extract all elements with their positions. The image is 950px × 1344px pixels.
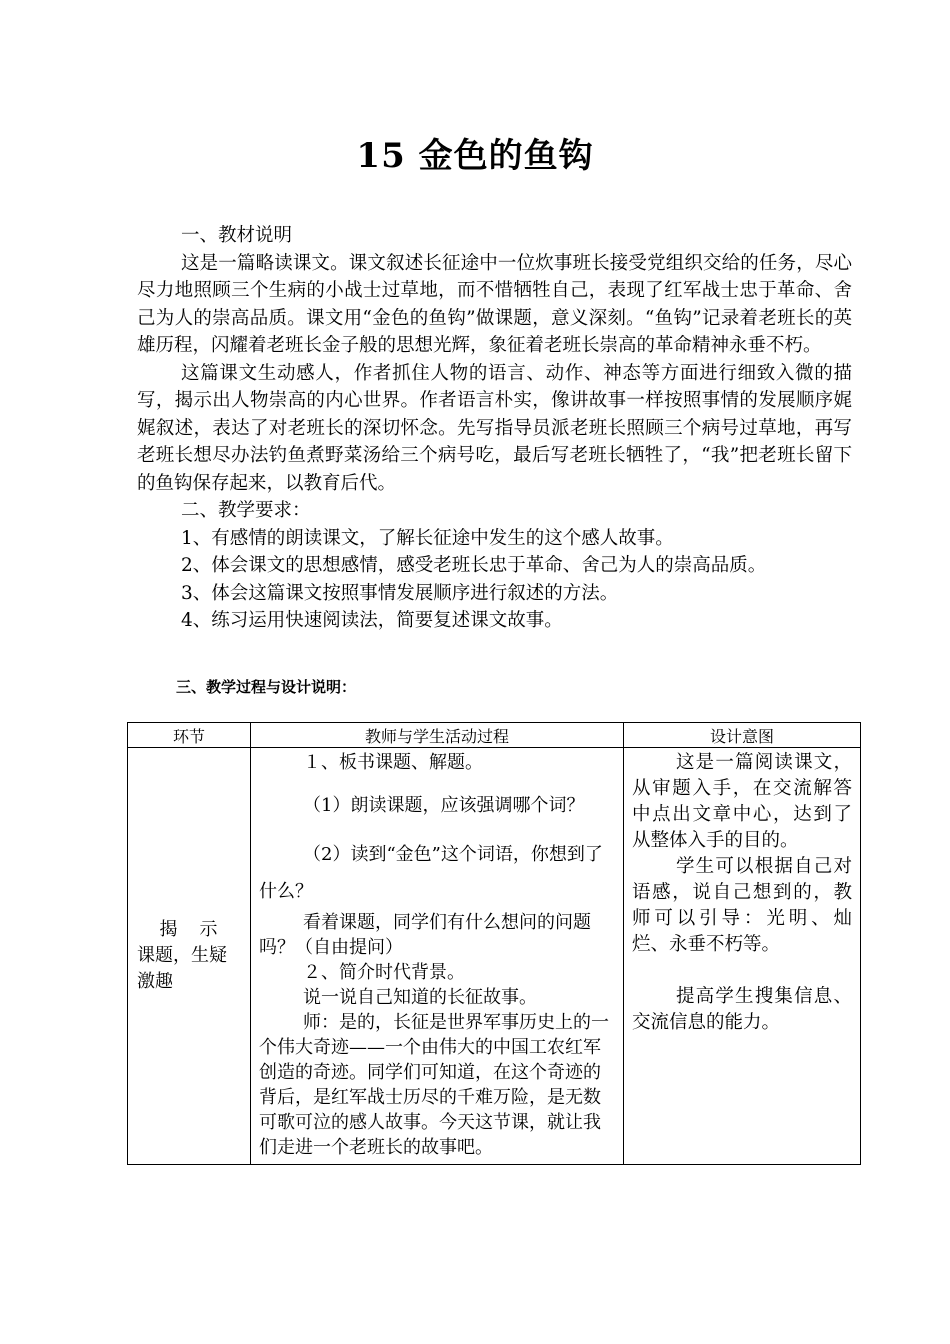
intent-paragraph: 提高学生搜集信息、交流信息的能力。 [632, 986, 852, 1033]
process-line: 看着课题，同学们有什么想问的问题吗？（自由提问） [259, 912, 591, 958]
stage-label-line2: 课题，生疑激趣 [137, 945, 227, 992]
intent-paragraph: 学生可以根据自己对语感，说自己想到的，教师可以引导：光明、灿烂、永垂不朽等。 [632, 856, 852, 955]
intent-paragraph: 这是一篇阅读课文，从审题入手，在交流解答中点出文章中心，达到了从整体入手的目的。 [632, 752, 852, 851]
table-header-row [128, 723, 861, 748]
header-process: 教师与学生活动过程 [251, 723, 624, 748]
intent-cell [624, 748, 861, 1165]
header-stage: 环节 [128, 723, 251, 748]
process-cell [251, 748, 624, 1165]
header-intent: 设计意图 [624, 723, 861, 748]
section1-paragraph-2: 这篇课文生动感人，作者抓住人物的语言、动作、神态等方面进行细致入微的描写，揭示出人物崇高的内心世界。作者语言朴实，像讲故事一样按照事情的发展顺序娓娓叙述，表达了对老班长的深切怀念。先写指导员派老班长照顾三个病号过草地，再写老班长想尽办法钓鱼煮野菜汤给三个病号吃，最后写老班长牺牲了，“我”把老班长留下的鱼钩保存起来，以教育后代。 [137, 362, 852, 494]
requirement-item: 2、体会课文的思想感情，感受老班长忠于革命、舍己为人的崇高品质。 [181, 555, 767, 576]
requirement-item: 3、体会这篇课文按照事情发展顺序进行叙述的方法。 [181, 582, 619, 604]
process-line: １、板书课题、解题。 [303, 752, 483, 773]
section1-heading: 一、教材说明 [181, 225, 293, 246]
page-title: 15 金色的鱼钩 [356, 136, 594, 176]
process-line: ２、简介时代背景。 [303, 962, 465, 983]
section2-heading: 二、教学要求： [181, 500, 311, 521]
stage-label-line1: 揭示 [159, 919, 240, 940]
process-line: （1）朗读课题，应该强调哪个词？ [303, 795, 585, 816]
requirement-item: 1、有感情的朗读课文，了解长征途中发生的这个感人故事。 [181, 527, 674, 549]
section1-paragraph-1: 这是一篇略读课文。课文叙述长征途中一位炊事班长接受党组织交给的任务，尽心尽力地照顾三个生病的小战士过草地，而不惜牺牲自己，表现了红军战士忠于革命、舍己为人的崇高品质。课文用“金色的鱼钩”做课题，意义深刻。“鱼钩”记录着老班长的英雄历程，闪耀着老班长金子般的思想光辉，象征着老班长崇高的革命精神永垂不朽。 [137, 252, 852, 356]
process-line: 师：是的，长征是世界军事历史上的一个伟大奇迹——一个由伟大的中国工农红军创造的奇迹。同学们可知道，在这个奇迹的背后，是红军战士历尽的千难万险，是无数可歌可泣的感人故事。今天这节课，就让我们走进一个老班长的故事吧。 [259, 1012, 609, 1158]
stage-cell [128, 748, 251, 1165]
table-row [128, 748, 861, 1165]
section3-heading: 三、教学过程与设计说明： [176, 678, 357, 696]
process-line: （2）读到“金色”这个词语，你想到了什么？ [259, 844, 603, 902]
process-line: 说一说自己知道的长征故事。 [303, 987, 537, 1008]
lesson-table [127, 722, 861, 1165]
body-text [137, 222, 852, 635]
requirement-item: 4、练习运用快速阅读法，简要复述课文故事。 [181, 610, 563, 631]
